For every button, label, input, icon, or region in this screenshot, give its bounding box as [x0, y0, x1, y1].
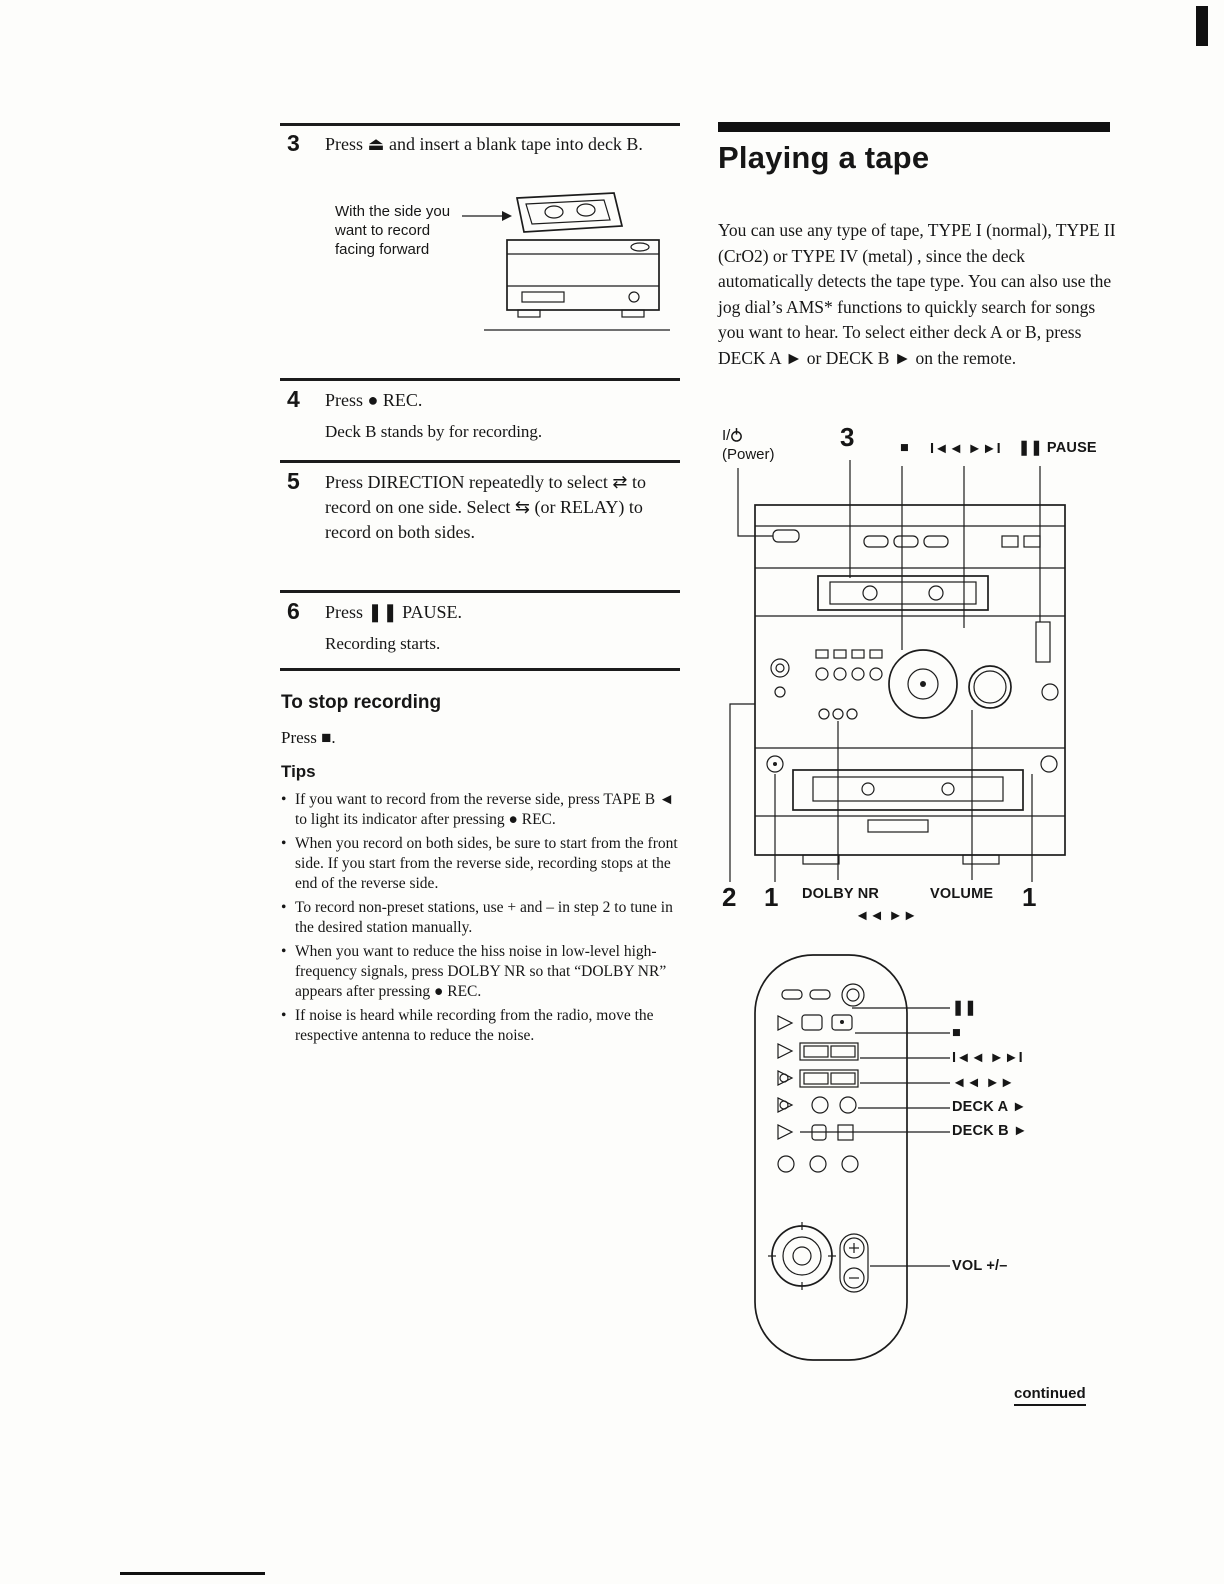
step-4-body: Deck B stands by for recording. — [325, 422, 543, 441]
step-6-title: Press ❚❚ PAUSE. — [325, 602, 463, 622]
step-divider — [280, 460, 680, 463]
diagram-step-2: 2 — [722, 882, 737, 912]
remote-seek-label: ◄◄ ►► — [952, 1075, 1015, 1091]
callout-lines-top — [738, 460, 1040, 650]
step-6-body: Recording starts. — [325, 634, 441, 653]
continued-label: continued — [1014, 1385, 1086, 1406]
step-divider — [280, 378, 680, 381]
callout-arrow-icon — [462, 211, 512, 221]
diagram-step-1-right: 1 — [1022, 882, 1037, 912]
section-title: Playing a tape — [718, 140, 930, 175]
section-intro: You can use any type of tape, TYPE I (normal), TYPE II (CrO2) or TYPE IV (metal) , since the deck automatically detects the tape type. You can also use the jog dial’s AMS* functions to quickly search for songs you want to hear. To select either deck A or B, press DECK A ► or DECK B ► on the remote. — [718, 220, 1116, 368]
tip-item: • To record non-preset stations, use + and – in step 2 to tune in the desired station manually. — [281, 898, 679, 938]
pause-slider — [1036, 622, 1050, 662]
cassette-deck-b — [767, 756, 1057, 810]
stop-button-label: ■ — [900, 440, 909, 456]
step-6-number: 6 — [287, 598, 300, 624]
power-icon — [730, 428, 743, 442]
step-divider — [280, 668, 680, 671]
power-label-caption: (Power) — [722, 446, 775, 463]
open-cassette-lid — [517, 193, 622, 232]
remote-jog-wheel — [768, 1222, 836, 1290]
remote-callout-lines — [800, 1008, 950, 1266]
step-5-text: Press DIRECTION repeatedly to select ⇄ to record on one side. Select ⇆ (or RELAY) to record on both sides. — [325, 472, 647, 542]
stop-recording-heading: To stop recording — [281, 692, 442, 713]
remote-deck-a-label: DECK A ► — [952, 1099, 1027, 1115]
mini-system-unit — [755, 505, 1065, 864]
diagram-step-1-left: 1 — [764, 882, 779, 912]
remote-vol-label: VOL +/– — [952, 1258, 1008, 1274]
power-label-prefix: I/ — [722, 427, 731, 444]
step-4-title: Press ● REC. — [325, 390, 423, 410]
stop-recording-body: Press ■. — [281, 728, 336, 747]
remote-pause-label: ❚❚ — [952, 1000, 977, 1016]
tip-item: • If you want to record from the reverse side, press TAPE B ◄ to light its indicator after pressing ● REC. — [281, 790, 679, 830]
step-3-text: Press ⏏ and insert a blank tape into deck B. — [325, 134, 643, 154]
illustration-callout-text: With the side you want to record facing forward — [335, 203, 451, 258]
tip-item: • When you record on both sides, be sure to start from the front side. If you start from the reverse side, recording stops at the end of the reverse side. — [281, 834, 679, 894]
section-rule — [718, 122, 1110, 132]
remote-volume-rocker — [840, 1234, 868, 1292]
dolby-nr-label: DOLBY NR — [802, 886, 880, 902]
tips-list — [281, 790, 679, 1050]
prev-next-label: I◄◄ ►►I — [930, 441, 1001, 457]
cassette-deck-a — [818, 576, 988, 610]
remote-buttons — [768, 984, 868, 1292]
step-divider — [280, 123, 680, 126]
power-button — [773, 530, 799, 542]
foot — [963, 855, 999, 864]
volume-label: VOLUME — [930, 886, 994, 902]
foot — [803, 855, 839, 864]
remote-stop-label: ■ — [952, 1025, 961, 1041]
deck-illustration — [462, 190, 677, 355]
tips-heading: Tips — [281, 762, 316, 781]
deck-body — [507, 240, 659, 317]
jog-dial — [889, 650, 957, 718]
volume-knob — [969, 666, 1011, 708]
dolby-button — [819, 709, 829, 719]
step-4-number: 4 — [287, 386, 300, 412]
pause-label: ❚❚ PAUSE — [1018, 440, 1097, 456]
step-3-number: 3 — [287, 130, 300, 156]
scan-artifact-top-right — [1196, 6, 1208, 46]
scan-artifact-bottom-line — [120, 1572, 265, 1575]
system-diagram — [718, 452, 1110, 930]
step-divider — [280, 590, 680, 593]
tip-item: • If noise is heard while recording from the radio, move the respective antenna to reduce the noise. — [281, 1006, 679, 1046]
tip-item: • When you want to reduce the hiss noise in low-level high-frequency signals, press DOLBY NR so that “DOLBY NR” appears after pressing ● REC. — [281, 942, 679, 1002]
step-5-number: 5 — [287, 468, 300, 494]
remote-prev-next-label: I◄◄ ►►I — [952, 1050, 1023, 1066]
diagram-step-3: 3 — [840, 422, 855, 452]
remote-deck-b-label: DECK B ► — [952, 1123, 1028, 1139]
remote-diagram — [740, 948, 1110, 1373]
seek-label: ◄◄ ►► — [855, 908, 918, 924]
